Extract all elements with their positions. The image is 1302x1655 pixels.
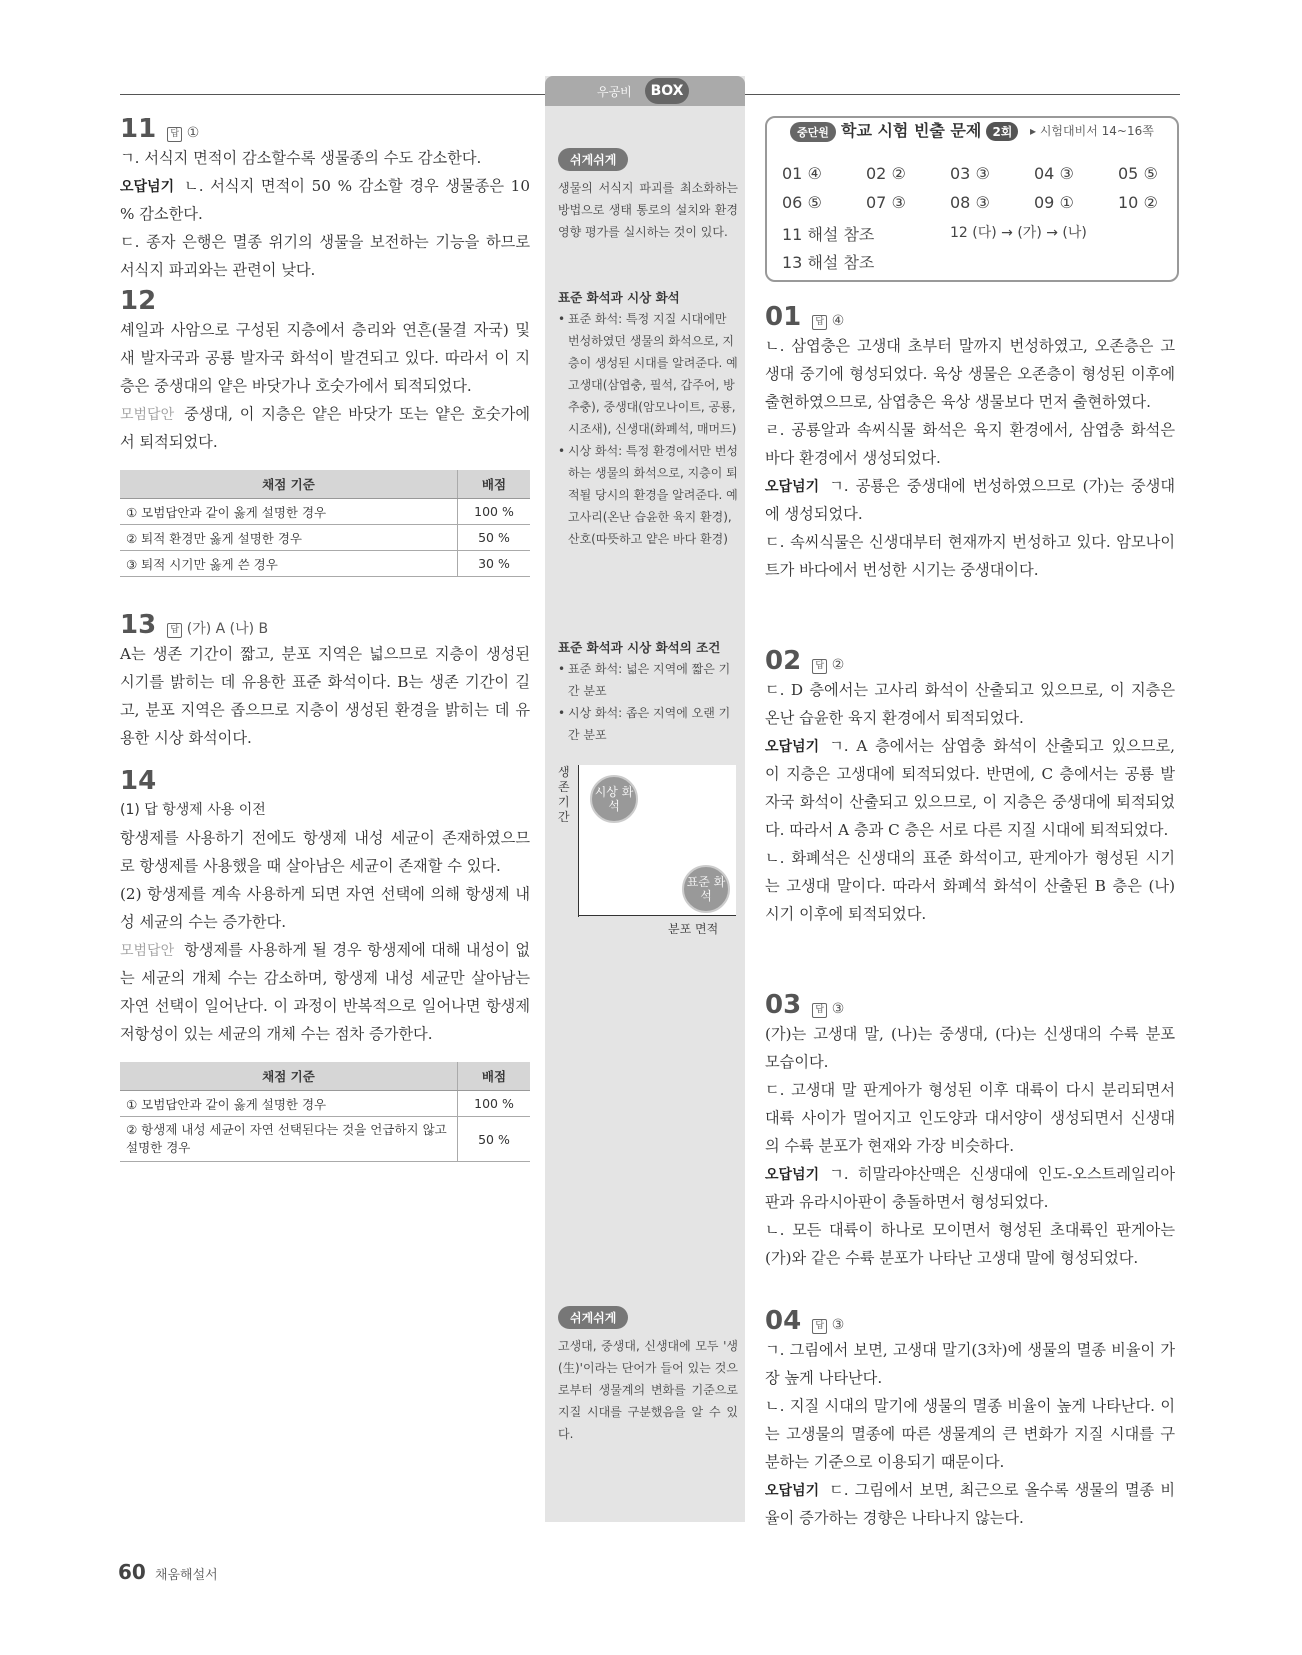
- marker-index-fossil: 표준 화석: [682, 865, 730, 913]
- question-number: 04: [765, 1306, 802, 1336]
- explanation: ㄷ. 종자 은행은 멸종 위기의 생물을 보전하는 기능을 하므로 서식지 파괴와는 관련이 낮다.: [120, 233, 530, 279]
- model-answer-label: 모범답안: [120, 407, 175, 423]
- table-row: ③ 퇴적 시기만 옳게 쓴 경우 30 %: [120, 551, 530, 577]
- question-number: 02: [765, 646, 802, 676]
- graph-x-label: 분포 면적: [668, 922, 719, 936]
- question-13: [120, 610, 530, 752]
- table-row: ① 모범답안과 같이 옳게 설명한 경우 100 %: [120, 499, 530, 525]
- scoring-table: [120, 1062, 530, 1162]
- answer-item: 02 ②: [866, 164, 906, 183]
- answer-item: 06 ⑤: [782, 193, 822, 212]
- model-answer-label: 모범답안: [120, 943, 175, 959]
- question-04: [765, 1306, 1175, 1532]
- explanation: ㄴ. 삼엽충은 고생대 초부터 말까지 번성하였고, 오존층은 고생대 중기에 형성되었다. 육상 생물은 오존층이 형성된 이후에 출현하였으므로, 삼엽충은 육상 생물보다 먼저 출현하였다.: [765, 337, 1175, 411]
- frequent-title: 학교 시험 빈출 문제: [840, 121, 982, 140]
- question-number: 13: [120, 610, 157, 640]
- question-12: [120, 286, 530, 577]
- answer: ④: [831, 313, 845, 329]
- explanation: ㄱ. 히말라야산맥은 신생대에 인도-오스트레일리아판과 유라시아판이 충돌하면서 형성되었다.: [765, 1165, 1175, 1211]
- model-answer: 중생대, 이 지층은 얕은 바닷가 또는 얕은 호숫가에서 퇴적되었다.: [120, 405, 530, 451]
- table-row: ② 항생제 내성 세균이 자연 선택된다는 것을 언급하지 않고 설명한 경우 50 %: [120, 1117, 530, 1162]
- tip-heading: 표준 화석과 시상 화석의 조건: [558, 640, 721, 655]
- question-number: 11: [120, 114, 157, 144]
- list-item: • 시상 화석: 특정 환경에서만 번성하는 생물의 화석으로, 지층이 퇴적될 당시의 환경을 알려준다. 예 고사리(온난 습윤한 육지 환경), 산호(따뜻하고 얕은 바다 환경): [558, 440, 738, 550]
- answer-item: 07 ③: [866, 193, 906, 212]
- answer: ③: [831, 1317, 845, 1333]
- answer-icon: 답: [812, 315, 827, 330]
- explanation: ㄴ. 서식지 면적이 50 % 감소할 경우 생물종은 10 % 감소한다.: [120, 177, 530, 223]
- explanation: ㄱ. 그림에서 보면, 고생대 말기(3차)에 생물의 멸종 비율이 가장 높게 나타난다.: [765, 1341, 1175, 1387]
- tip-fossil-conditions: [558, 638, 738, 746]
- column-header: 채점 기준: [120, 470, 458, 499]
- answer-item: 12 (다) → (가) → (나): [950, 225, 1087, 241]
- box-tag: BOX: [645, 78, 689, 104]
- x-axis: [578, 915, 736, 916]
- reference-note: ▸ 시험대비서 14~16쪽: [1030, 124, 1154, 138]
- answer-item: 01 ④: [782, 164, 822, 183]
- answer-icon: 답: [167, 127, 182, 142]
- answer: (가) A (나) B: [186, 621, 269, 637]
- tip-text: 고생대, 중생대, 신생대에 모두 '생(生)'이라는 단어가 들어 있는 것으로부터 생물계의 변화를 기준으로 지질 시대를 구분했음을 알 수 있다.: [558, 1339, 738, 1441]
- question-14: [120, 766, 530, 1162]
- tip-text: 생물의 서식지 파괴를 최소화하는 방법으로 생태 통로의 설치와 환경 영향 평가를 실시하는 것이 있다.: [558, 181, 738, 239]
- explanation: 셰일과 사암으로 구성된 지층에서 층리와 연흔(물결 자국) 및 새 발자국과 공룡 발자국 화석이 발견되고 있다. 따라서 이 지층은 중생대의 얕은 바닷가나 호숫가에서 퇴적되었다.: [120, 321, 530, 395]
- sub-answer: (1) 답 항생제 사용 이전: [120, 802, 266, 818]
- book-title: 채움해설서: [154, 1568, 218, 1583]
- question-number: 01: [765, 302, 802, 332]
- explanation: ㄷ. 그림에서 보면, 최근으로 올수록 생물의 멸종 비율이 증가하는 경향은 나타나지 않는다.: [765, 1481, 1175, 1527]
- answer-icon: 답: [167, 623, 182, 638]
- explanation: ㄷ. 속씨식물은 신생대부터 현재까지 번성하고 있다. 암모나이트가 바다에서 번성한 시기는 중생대이다.: [765, 533, 1175, 579]
- wrong-label: 오답넘기: [765, 1483, 820, 1499]
- explanation: ㄱ. 공룡은 중생대에 번성하였으므로 (가)는 중생대에 생성되었다.: [765, 477, 1175, 523]
- tip-fossils: [558, 288, 738, 550]
- answer-item: 08 ③: [950, 193, 990, 212]
- answer-item: 10 ②: [1118, 193, 1158, 212]
- wrong-label: 오답넘기: [765, 1167, 820, 1183]
- question-01: [765, 302, 1175, 584]
- unit-tag: 중단원: [790, 122, 836, 142]
- column-header: 배점: [458, 470, 531, 499]
- scoring-table: [120, 470, 530, 577]
- wrong-label: 오답넘기: [120, 179, 175, 195]
- explanation: ㄴ. 지질 시대의 말기에 생물의 멸종 비율이 높게 나타난다. 이는 고생물의 멸종에 따른 생물계의 큰 변화가 지질 시대를 구분하는 기준으로 이용되기 때문이다.: [765, 1397, 1175, 1471]
- answer-item: 11 해설 참조: [782, 225, 875, 244]
- answer-icon: 답: [812, 659, 827, 674]
- explanation: A는 생존 기간이 짧고, 분포 지역은 넓으므로 지층이 생성된 시기를 밝히는 데 유용한 표준 화석이다. B는 생존 기간이 길고, 분포 지역은 좁으므로 지층이 생성된 환경을 밝히는 데 유용한 시상 화석이다.: [120, 645, 530, 747]
- answer-item: 09 ①: [1034, 193, 1074, 212]
- question-number: 03: [765, 990, 802, 1020]
- explanation: ㄴ. 화폐석은 신생대의 표준 화석이고, 판게아가 형성된 시기는 고생대 말이다. 따라서 화폐석 화석이 산출된 B 층은 (나) 시기 이후에 퇴적되었다.: [765, 849, 1175, 923]
- wrong-label: 오답넘기: [765, 739, 820, 755]
- explanation: 항생제를 사용하기 전에도 항생제 내성 세균이 존재하였으므로 항생제를 사용했을 때 살아남은 세균이 존재할 수 있다.: [120, 829, 530, 875]
- list-item: • 시상 화석: 좁은 지역에 오랜 기간 분포: [558, 702, 738, 746]
- table-row: ② 퇴적 환경만 옳게 설명한 경우 50 %: [120, 525, 530, 551]
- frequent-questions-header: [790, 118, 1018, 142]
- answer: ②: [831, 657, 845, 673]
- table-row: ① 모범답안과 같이 옳게 설명한 경우 100 %: [120, 1091, 530, 1117]
- answer-icon: 답: [812, 1319, 827, 1334]
- answer-icon: 답: [812, 1003, 827, 1018]
- page-footer: [118, 1560, 218, 1584]
- column-header: 채점 기준: [120, 1062, 458, 1091]
- list-item: • 표준 화석: 넓은 지역에 짧은 기간 분포: [558, 658, 738, 702]
- fossil-graph: [558, 765, 738, 945]
- box-tab: [545, 76, 745, 106]
- answer-item: 03 ③: [950, 164, 990, 183]
- wrong-label: 오답넘기: [765, 479, 820, 495]
- answer-item: 05 ⑤: [1118, 164, 1158, 183]
- marker-facies-fossil: 시상 화석: [590, 775, 638, 823]
- explanation: ㄹ. 공룡알과 속씨식물 화석은 육지 환경에서, 삼엽충 화석은 바다 환경에서 생성되었다.: [765, 421, 1175, 467]
- explanation: ㄴ. 모든 대륙이 하나로 모이면서 형성된 초대륙인 판게아는 (가)와 같은 수륙 분포가 나타난 고생대 말에 형성되었다.: [765, 1221, 1175, 1267]
- answer: ③: [831, 1001, 845, 1017]
- explanation: ㄱ. A 층에서는 삼엽충 화석이 산출되고 있으므로, 이 지층은 고생대에 퇴적되었다. 반면에, C 층에서는 공룡 발자국 화석이 산출되고 있으므로, 이 지층은 중생대에 퇴적되었다. 따라서 A 층과 C 층은 서로 다른 지질 시대에 퇴적되었다.: [765, 737, 1175, 839]
- question-11: [120, 114, 530, 284]
- model-answer: 항생제를 사용하게 될 경우 항생제에 대해 내성이 없는 세균의 개체 수는 감소하며, 항생제 내성 세균만 살아남는 자연 선택이 일어난다. 이 과정이 반복적으로 일어나면 항생제 저항성이 있는 세균의 개체 수는 점차 증가한다.: [120, 941, 530, 1043]
- column-header: 배점: [458, 1062, 531, 1091]
- explanation: (가)는 고생대 말, (나)는 중생대, (다)는 신생대의 수륙 분포 모습이다.: [765, 1025, 1175, 1071]
- tip-heading: 표준 화석과 시상 화석: [558, 290, 680, 305]
- explanation: ㄷ. 고생대 말 판게아가 형성된 이후 대륙이 다시 분리되면서 대륙 사이가 멀어지고 인도양과 대서양이 생성되면서 신생대의 수륙 분포가 현재와 가장 비슷하다.: [765, 1081, 1175, 1155]
- question-number: 12: [120, 286, 157, 316]
- answer-item: 13 해설 참조: [782, 253, 875, 272]
- explanation: (2) 항생제를 계속 사용하게 되면 자연 선택에 의해 항생제 내성 세균의 수는 증가한다.: [120, 885, 530, 931]
- tip-habitat: [558, 148, 738, 243]
- explanation: ㄱ. 서식지 면적이 감소할수록 생물종의 수도 감소한다.: [120, 149, 482, 167]
- question-02: [765, 646, 1175, 928]
- list-item: • 표준 화석: 특정 지질 시대에만 번성하였던 생물의 화석으로, 지층이 생성된 시대를 알려준다. 예 고생대(삼엽충, 필석, 갑주어, 방추충), 중생대(암모나이트, 공룡, 시조새), 신생대(화폐석, 매머드): [558, 308, 738, 440]
- page-number: 60: [118, 1560, 146, 1584]
- easy-tip-label: 쉬게쉬게: [558, 1306, 628, 1329]
- graph-y-label: 생존 기간: [558, 765, 570, 824]
- tip-era-names: [558, 1306, 738, 1445]
- box-label: 우공비: [597, 85, 632, 99]
- answer-grid: [782, 164, 1202, 212]
- round-badge: 2회: [986, 122, 1018, 141]
- answer: ①: [186, 125, 200, 141]
- y-axis: [578, 765, 579, 917]
- question-03: [765, 990, 1175, 1272]
- easy-tip-label: 쉬게쉬게: [558, 148, 628, 171]
- question-number: 14: [120, 766, 157, 796]
- answer-item: 04 ③: [1034, 164, 1074, 183]
- explanation: ㄷ. D 층에서는 고사리 화석이 산출되고 있으므로, 이 지층은 온난 습윤한 육지 환경에서 퇴적되었다.: [765, 681, 1175, 727]
